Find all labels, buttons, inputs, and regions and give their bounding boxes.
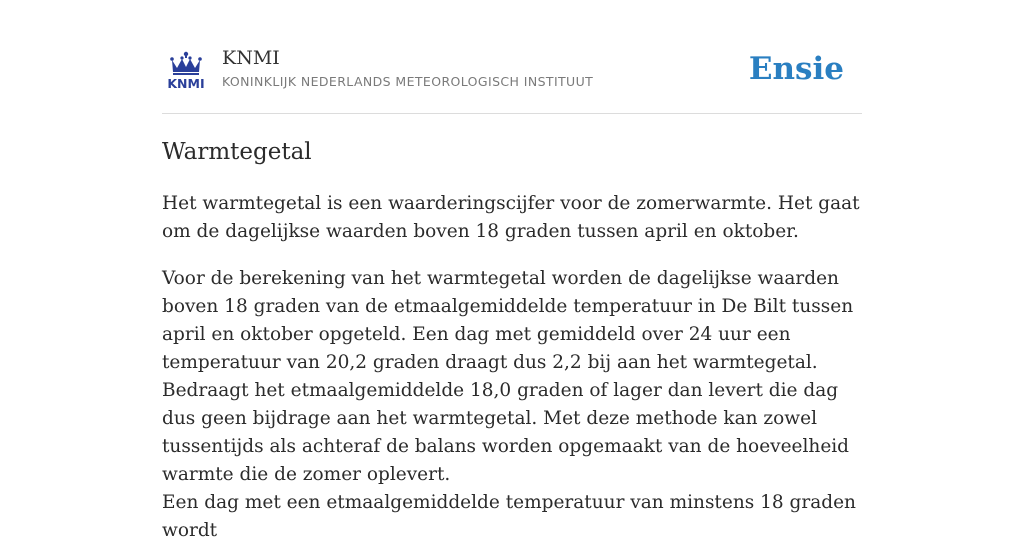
article-paragraph-3: Een dag met een etmaalgemiddelde temperatuur van minstens 18 graden wordt xyxy=(162,492,856,541)
article-paragraph-1: Het warmtegetal is een waarderingscijfer voor de zomerwarmte. Het gaat om de dagelijkse waarden boven 18 graden tussen april en oktober. xyxy=(162,193,860,242)
brand-logo[interactable]: Ensie xyxy=(748,51,844,87)
knmi-crown-logo-icon[interactable] xyxy=(164,50,208,90)
org-name[interactable]: KNMI xyxy=(222,47,280,69)
page-title: Warmtegetal xyxy=(162,139,312,165)
logo-text: KNMI xyxy=(167,76,205,91)
site-header xyxy=(162,0,862,114)
org-full-name: KONINKLIJK NEDERLANDS METEOROLOGISCH INSTITUUT xyxy=(222,74,594,89)
page xyxy=(162,0,862,541)
article-paragraph-2: Voor de berekening van het warmtegetal worden de dagelijkse waarden boven 18 graden van de etmaalgemiddelde temperatuur in De Bilt tussen april en oktober opgeteld. Een dag met gemiddeld over 24 uur een temperatuur van 20,2 graden draagt dus 2,2 bij aan het warmtegetal. Bedraagt het etmaalgemiddelde 18,0 graden of lager dan levert die dag dus geen bijdrage aan het warmtegetal. Met deze methode kan zowel tussentijds als achteraf de balans worden opgemaakt van de hoeveelheid warmte die de zomer oplevert. xyxy=(162,268,854,485)
